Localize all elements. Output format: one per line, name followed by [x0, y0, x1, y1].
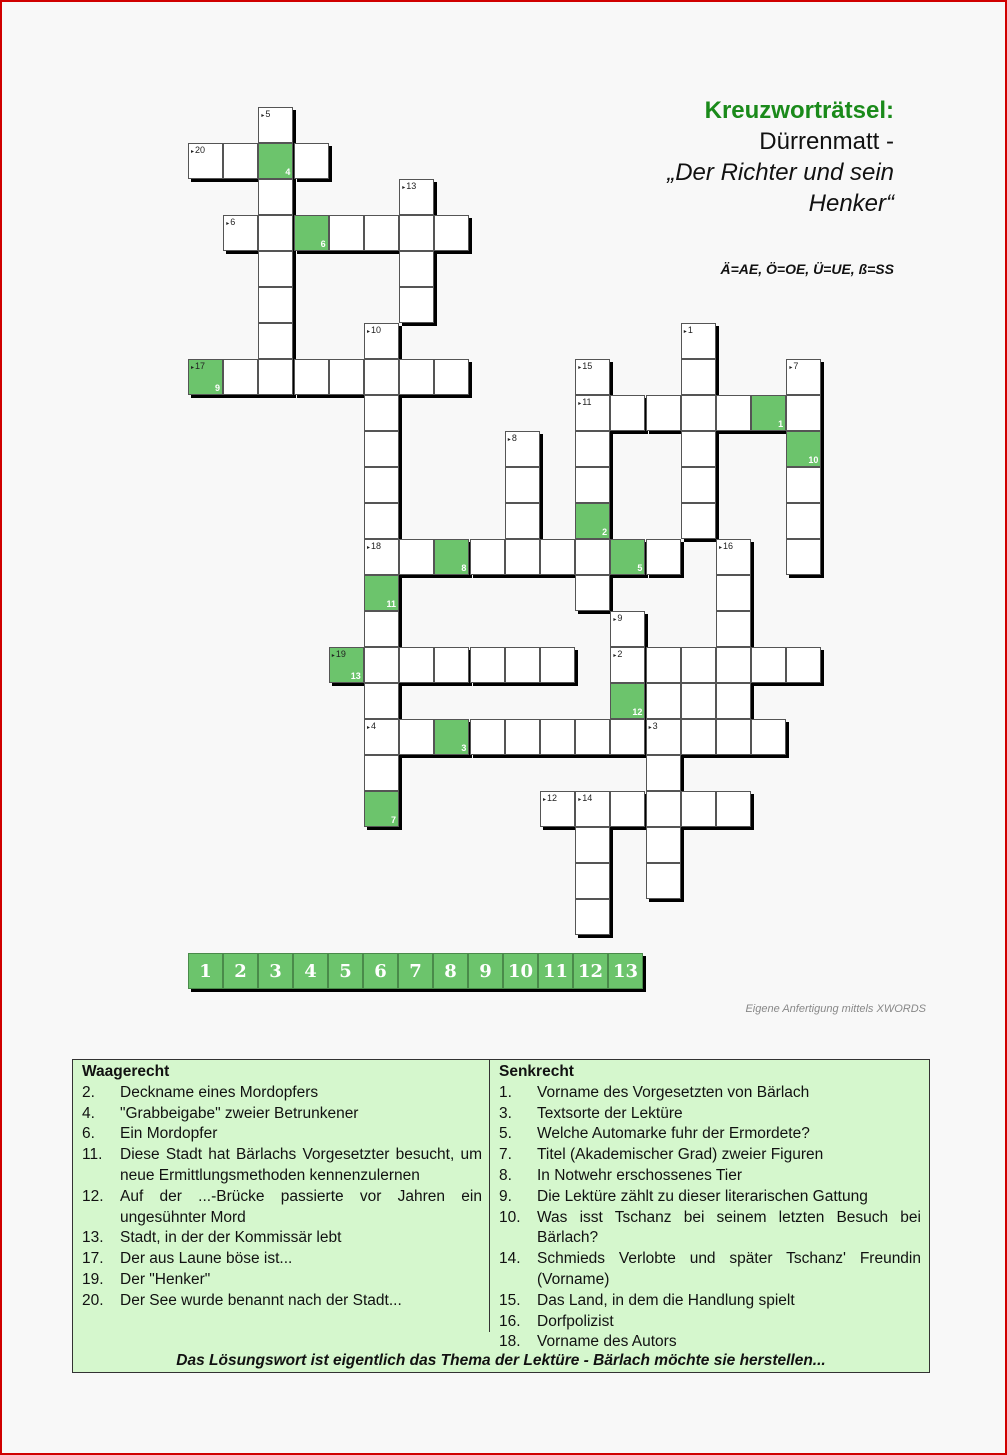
- clue-item-number: 18.: [499, 1333, 521, 1351]
- clues-divider: [489, 1060, 490, 1332]
- grid-cell[interactable]: [223, 359, 258, 395]
- clue-item-number: 10.: [499, 1208, 521, 1226]
- clue-item-text: Der aus Laune böse ist...: [120, 1250, 293, 1268]
- clue-item-number: 6.: [82, 1125, 95, 1143]
- clue-item: [499, 1124, 921, 1145]
- grid-cell[interactable]: [786, 395, 821, 431]
- grid-cell[interactable]: [786, 359, 821, 395]
- solution-index: 7: [390, 815, 396, 825]
- grid-cell[interactable]: [364, 755, 399, 791]
- clue-item-text: Das Land, in dem die Handlung spielt: [537, 1291, 795, 1309]
- grid-cell[interactable]: [258, 215, 293, 251]
- clue-item-number: 7.: [499, 1146, 512, 1164]
- clue-item-text: Der See wurde benannt nach der Stadt...: [120, 1291, 402, 1309]
- clue-number: ▸ 4: [367, 721, 376, 731]
- clue-item-number: 1.: [499, 1083, 512, 1101]
- clue-item-number: 19.: [82, 1270, 104, 1288]
- clue-item: [499, 1104, 921, 1125]
- clue-item-number: 14.: [499, 1250, 521, 1268]
- grid-cell[interactable]: [223, 215, 258, 251]
- clue-item-text: Textsorte der Lektüre: [537, 1104, 683, 1122]
- grid-cell[interactable]: [575, 539, 610, 575]
- clue-number: ▸ 14: [578, 793, 592, 803]
- clue-number: ▸ 7: [789, 361, 798, 371]
- title-line-3: „Der Richter und sein: [667, 159, 894, 186]
- grid-cell[interactable]: [258, 179, 293, 215]
- clue-number: ▸ 13: [402, 181, 416, 191]
- grid-cell[interactable]: [505, 503, 540, 539]
- grid-cell[interactable]: [364, 431, 399, 467]
- clue-item-number: 4.: [82, 1104, 95, 1122]
- clue-item: [82, 1124, 482, 1145]
- clue-item: [82, 1291, 482, 1312]
- grid-cell[interactable]: [681, 791, 716, 827]
- grid-cell[interactable]: [540, 791, 575, 827]
- clue-item-text: Titel (Akademischer Grad) zweier Figuren: [537, 1146, 824, 1164]
- grid-cell[interactable]: [786, 647, 821, 683]
- grid-cell[interactable]: [786, 467, 821, 503]
- clue-number: ▸ 20: [191, 145, 205, 155]
- grid-cell[interactable]: [751, 719, 786, 755]
- clue-item: [499, 1291, 921, 1312]
- solution-letter-cell[interactable]: 2: [223, 953, 258, 989]
- grid-cell[interactable]: [505, 719, 540, 755]
- grid-cell[interactable]: [575, 575, 610, 611]
- grid-cell[interactable]: [646, 755, 681, 791]
- clue-number: ▸ 6: [226, 217, 235, 227]
- grid-cell[interactable]: [470, 647, 505, 683]
- grid-cell[interactable]: [258, 287, 293, 323]
- grid-cell[interactable]: [294, 359, 329, 395]
- grid-cell[interactable]: [434, 647, 469, 683]
- solution-index: 11: [386, 599, 396, 609]
- clue-item: [499, 1083, 921, 1104]
- grid-cell[interactable]: [646, 647, 681, 683]
- solution-letter-cell[interactable]: 13: [608, 953, 643, 989]
- solution-letter-cell[interactable]: 9: [468, 953, 503, 989]
- grid-cell[interactable]: [575, 827, 610, 863]
- grid-cell[interactable]: [540, 539, 575, 575]
- grid-cell[interactable]: [716, 791, 751, 827]
- clue-item-text: Schmieds Verlobte und später Tschanz' Freundin (Vorname): [537, 1250, 921, 1288]
- clue-item-text: Deckname eines Mordopfers: [120, 1083, 319, 1101]
- solution-letter-cell[interactable]: 3: [258, 953, 293, 989]
- grid-cell[interactable]: [399, 287, 434, 323]
- clue-item-text: Die Lektüre zählt zu dieser literarischen Gattung: [537, 1187, 868, 1205]
- clue-item: [82, 1083, 482, 1104]
- clue-item: [82, 1270, 482, 1291]
- clue-item-text: Dorfpolizist: [537, 1312, 614, 1330]
- clues-box: [72, 1059, 930, 1373]
- grid-cell[interactable]: [540, 647, 575, 683]
- grid-cell[interactable]: [364, 539, 399, 575]
- solution-cell[interactable]: [329, 647, 364, 683]
- clue-number: ▸ 1: [684, 325, 693, 335]
- across-clues: [82, 1062, 482, 1312]
- grid-cell[interactable]: [434, 215, 469, 251]
- grid-cell[interactable]: [681, 323, 716, 359]
- clue-number: ▸ 3: [649, 721, 658, 731]
- grid-cell[interactable]: [646, 395, 681, 431]
- clue-item-text: Diese Stadt hat Bärlachs Vorgesetzter besucht, um neue Ermittlungsmethoden kennenzulernen: [120, 1146, 482, 1184]
- solution-index: 8: [461, 563, 467, 573]
- grid-cell[interactable]: [364, 359, 399, 395]
- solution-cell[interactable]: [575, 503, 610, 539]
- grid-cell[interactable]: [329, 359, 364, 395]
- clue-item-number: 15.: [499, 1291, 521, 1309]
- grid-cell[interactable]: [716, 395, 751, 431]
- clue-number: ▸ 18: [367, 541, 381, 551]
- clue-number: ▸ 15: [578, 361, 592, 371]
- clue-number: ▸ 2: [613, 649, 622, 659]
- clue-item-number: 20.: [82, 1291, 104, 1309]
- clue-number: ▸ 9: [613, 613, 622, 623]
- clue-item-number: 9.: [499, 1187, 512, 1205]
- grid-cell[interactable]: [646, 791, 681, 827]
- clue-number: ▸ 11: [578, 397, 591, 407]
- grid-cell[interactable]: [716, 539, 751, 575]
- grid-cell[interactable]: [681, 683, 716, 719]
- clue-item-text: Vorname des Autors: [537, 1333, 677, 1351]
- solution-letter-cell[interactable]: 11: [538, 953, 573, 989]
- grid-cell[interactable]: [505, 539, 540, 575]
- solution-letter-cell[interactable]: 7: [398, 953, 433, 989]
- credit-note: Eigene Anfertigung mittels XWORDS: [745, 1003, 926, 1015]
- solution-cell[interactable]: [610, 539, 645, 575]
- solution-letter-cell[interactable]: 12: [573, 953, 608, 989]
- grid-cell[interactable]: [364, 395, 399, 431]
- grid-cell[interactable]: [399, 179, 434, 215]
- umlaut-substitutions: Ä=AE, Ö=OE, Ü=UE, ß=SS: [720, 261, 894, 277]
- grid-cell[interactable]: [575, 791, 610, 827]
- clue-item-number: 3.: [499, 1104, 512, 1122]
- clue-item: [82, 1187, 482, 1229]
- solution-index: 1: [778, 419, 784, 429]
- clue-item: [499, 1332, 921, 1353]
- solution-index: 6: [320, 239, 326, 249]
- grid-cell[interactable]: [258, 251, 293, 287]
- grid-cell[interactable]: [364, 719, 399, 755]
- clue-number: ▸ 19: [332, 649, 346, 659]
- grid-cell[interactable]: [540, 719, 575, 755]
- grid-cell[interactable]: [575, 899, 610, 935]
- clue-item: [82, 1145, 482, 1187]
- grid-cell[interactable]: [399, 647, 434, 683]
- clue-item-number: 16.: [499, 1312, 521, 1330]
- solution-cell[interactable]: [364, 575, 399, 611]
- solution-letter-cell[interactable]: 1: [188, 953, 223, 989]
- clue-item-text: Stadt, in der der Kommissär lebt: [120, 1229, 342, 1247]
- solution-letter-cell[interactable]: 6: [363, 953, 398, 989]
- grid-cell[interactable]: [364, 647, 399, 683]
- solution-cell[interactable]: [434, 719, 469, 755]
- grid-cell[interactable]: [646, 719, 681, 755]
- clue-item-text: Auf der ...-Brücke passierte vor Jahren ein ungesühnter Mord: [120, 1187, 482, 1226]
- solution-cell[interactable]: [610, 683, 645, 719]
- clue-number: ▸ 17: [191, 361, 205, 371]
- solution-cell[interactable]: [364, 791, 399, 827]
- grid-cell[interactable]: [505, 431, 540, 467]
- grid-cell[interactable]: [364, 323, 399, 359]
- clue-item: [82, 1104, 482, 1125]
- grid-cell[interactable]: [681, 503, 716, 539]
- solution-index: 5: [637, 563, 643, 573]
- grid-cell[interactable]: [294, 143, 329, 179]
- grid-cell[interactable]: [646, 863, 681, 899]
- solution-cell[interactable]: [786, 431, 821, 467]
- solution-index: 4: [285, 167, 291, 177]
- clue-item: [499, 1312, 921, 1333]
- grid-cell[interactable]: [575, 467, 610, 503]
- clue-number: ▸ 5: [261, 109, 270, 119]
- solution-cell[interactable]: [434, 539, 469, 575]
- solution-index: 3: [461, 743, 467, 753]
- clue-item: [499, 1166, 921, 1187]
- clue-number: ▸ 8: [508, 433, 517, 443]
- clue-item-number: 5.: [499, 1125, 512, 1143]
- clue-item: [499, 1145, 921, 1166]
- grid-cell[interactable]: [399, 359, 434, 395]
- clues-footer: Das Lösungswort ist eigentlich das Thema der Lektüre - Bärlach möchte sie herstellen...: [176, 1352, 826, 1369]
- clue-item: [82, 1249, 482, 1270]
- clue-number: ▸ 10: [367, 325, 381, 335]
- grid-cell[interactable]: [364, 503, 399, 539]
- down-clues: [499, 1062, 921, 1353]
- grid-cell[interactable]: [258, 323, 293, 359]
- clue-item-text: Was isst Tschanz bei seinem letzten Besuch bei Bärlach?: [537, 1208, 921, 1247]
- grid-cell[interactable]: [258, 359, 293, 395]
- solution-cell[interactable]: [294, 215, 329, 251]
- grid-cell[interactable]: [681, 647, 716, 683]
- grid-cell[interactable]: [716, 647, 751, 683]
- clue-item: [499, 1249, 921, 1291]
- grid-cell[interactable]: [716, 683, 751, 719]
- grid-cell[interactable]: [575, 719, 610, 755]
- grid-cell[interactable]: [399, 539, 434, 575]
- across-heading: Waagerecht: [82, 1063, 170, 1080]
- solution-index: 2: [602, 527, 608, 537]
- clue-item-number: 17.: [82, 1250, 104, 1268]
- grid-cell[interactable]: [399, 251, 434, 287]
- grid-cell[interactable]: [681, 719, 716, 755]
- grid-cell[interactable]: [716, 575, 751, 611]
- grid-cell[interactable]: [364, 467, 399, 503]
- grid-cell[interactable]: [470, 719, 505, 755]
- title-line-4: Henker“: [808, 190, 894, 217]
- clue-item-text: In Notwehr erschossenes Tier: [537, 1166, 743, 1184]
- clue-item-number: 12.: [82, 1187, 104, 1205]
- grid-cell[interactable]: [470, 539, 505, 575]
- clue-item-number: 13.: [82, 1229, 104, 1247]
- grid-cell[interactable]: [786, 539, 821, 575]
- clue-item-text: Vorname des Vorgesetzten von Bärlach: [537, 1083, 810, 1101]
- title-line-2: Dürrenmatt -: [759, 128, 894, 155]
- down-heading: Senkrecht: [499, 1063, 574, 1080]
- clue-item-number: 2.: [82, 1083, 95, 1101]
- solution-cell[interactable]: [751, 395, 786, 431]
- grid-cell[interactable]: [329, 215, 364, 251]
- clue-number: ▸ 12: [543, 793, 557, 803]
- grid-cell[interactable]: [399, 719, 434, 755]
- grid-cell[interactable]: [646, 539, 681, 575]
- clue-item-number: 11.: [82, 1146, 103, 1164]
- grid-cell[interactable]: [751, 647, 786, 683]
- clue-item-text: Ein Mordopfer: [120, 1125, 218, 1143]
- grid-cell[interactable]: [610, 791, 645, 827]
- grid-cell[interactable]: [681, 395, 716, 431]
- clue-item: [499, 1208, 921, 1250]
- grid-cell[interactable]: [575, 395, 610, 431]
- grid-cell[interactable]: [610, 395, 645, 431]
- grid-cell[interactable]: [610, 719, 645, 755]
- grid-cell[interactable]: [364, 215, 399, 251]
- clue-item-text: Der "Henker": [120, 1270, 211, 1288]
- grid-cell[interactable]: [364, 611, 399, 647]
- grid-cell[interactable]: [681, 431, 716, 467]
- solution-letter-cell[interactable]: 4: [293, 953, 328, 989]
- clue-item-number: 8.: [499, 1166, 512, 1184]
- grid-cell[interactable]: [505, 467, 540, 503]
- solution-cell[interactable]: [188, 359, 223, 395]
- solution-letter-cell[interactable]: 8: [433, 953, 468, 989]
- grid-cell[interactable]: [399, 215, 434, 251]
- grid-cell[interactable]: [223, 143, 258, 179]
- solution-index: 10: [808, 455, 819, 465]
- solution-word-row: [188, 953, 643, 989]
- clue-item: [82, 1228, 482, 1249]
- solution-letter-cell[interactable]: 5: [328, 953, 363, 989]
- grid-cell[interactable]: [188, 143, 223, 179]
- solution-index: 9: [214, 383, 220, 393]
- solution-cell[interactable]: [258, 143, 293, 179]
- grid-cell[interactable]: [258, 107, 293, 143]
- grid-cell[interactable]: [786, 503, 821, 539]
- grid-cell[interactable]: [716, 611, 751, 647]
- grid-cell[interactable]: [681, 467, 716, 503]
- grid-cell[interactable]: [610, 647, 645, 683]
- solution-letter-cell[interactable]: 10: [503, 953, 538, 989]
- grid-cell[interactable]: [575, 863, 610, 899]
- grid-cell[interactable]: [646, 683, 681, 719]
- grid-cell[interactable]: [610, 611, 645, 647]
- title-line-1: Kreuzworträtsel:: [704, 97, 894, 124]
- clue-item-text: "Grabbeigabe" zweier Betrunkener: [120, 1104, 359, 1122]
- grid-cell[interactable]: [575, 359, 610, 395]
- grid-cell[interactable]: [505, 647, 540, 683]
- solution-index: 13: [350, 671, 361, 681]
- grid-cell[interactable]: [681, 359, 716, 395]
- clue-item: [499, 1187, 921, 1208]
- grid-cell[interactable]: [716, 719, 751, 755]
- clue-number: ▸ 16: [719, 541, 733, 551]
- grid-cell[interactable]: [434, 359, 469, 395]
- grid-cell[interactable]: [646, 827, 681, 863]
- clue-item-text: Welche Automarke fuhr der Ermordete?: [537, 1125, 810, 1143]
- solution-index: 12: [632, 707, 643, 717]
- grid-cell[interactable]: [575, 431, 610, 467]
- grid-cell[interactable]: [364, 683, 399, 719]
